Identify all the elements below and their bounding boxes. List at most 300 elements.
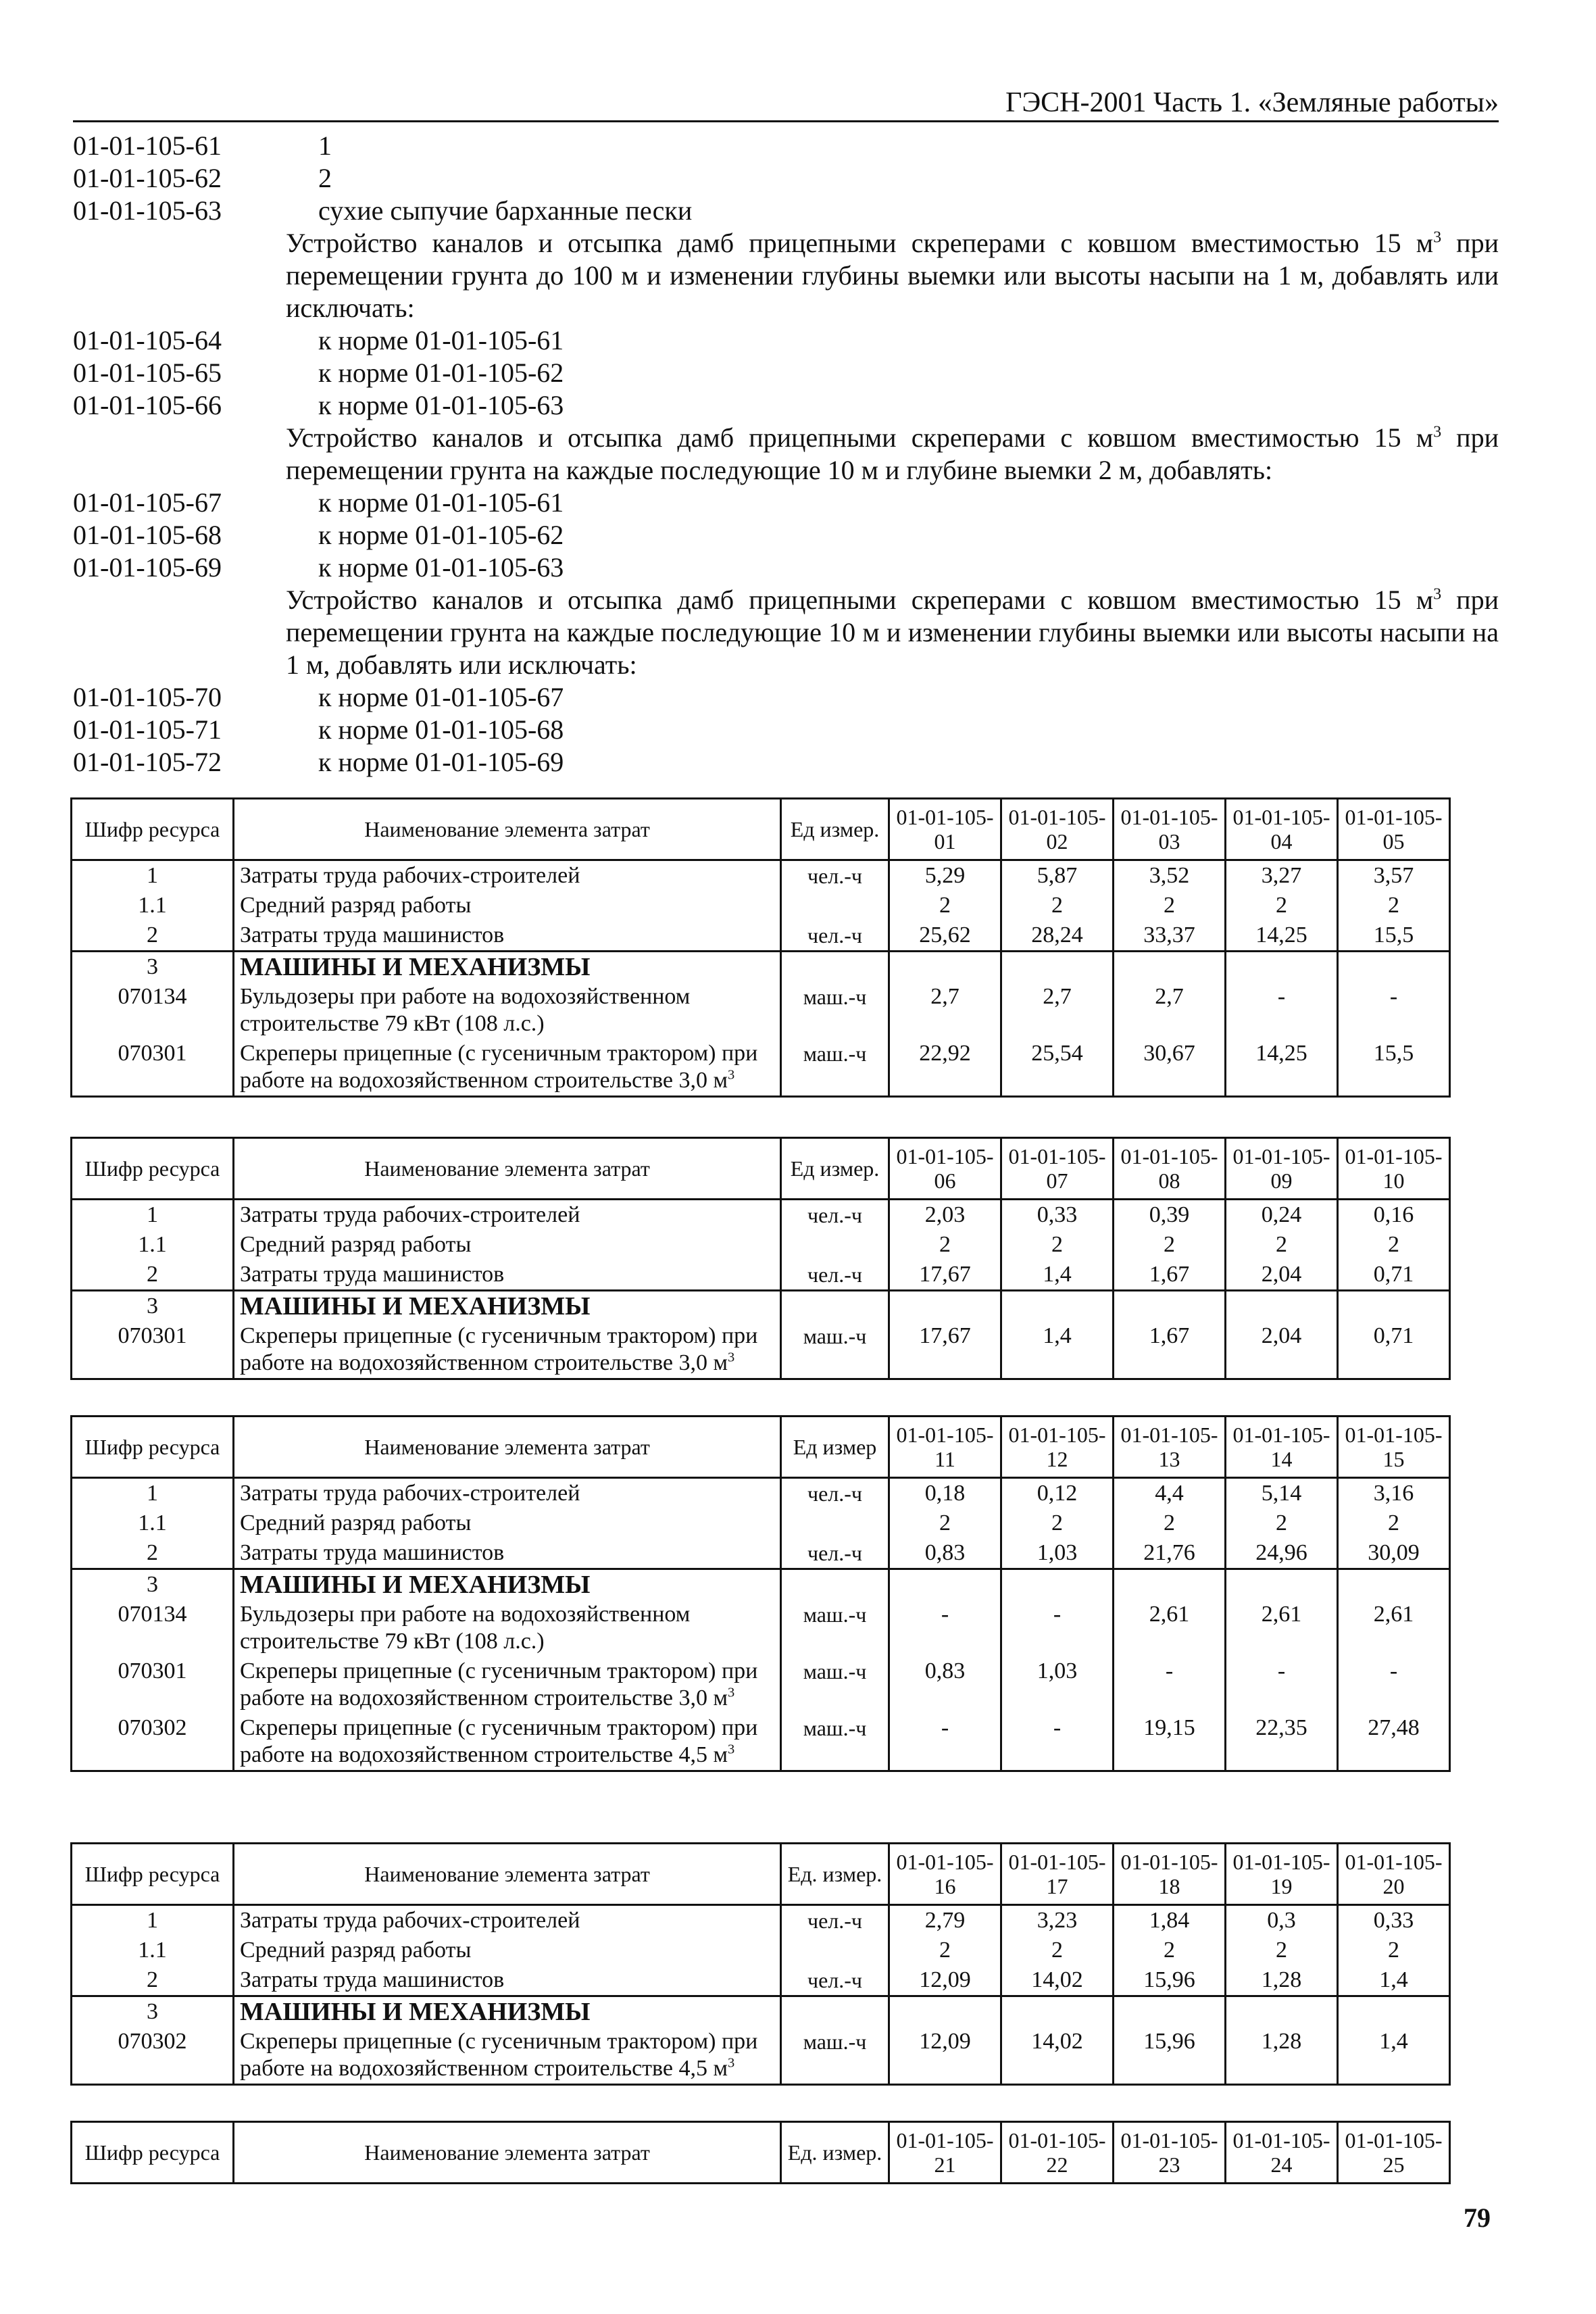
- unit: [781, 1508, 889, 1538]
- norm-column-header: 01-01-105-23: [1114, 2122, 1226, 2184]
- norm-text: к норме 01-01-105-63: [318, 390, 564, 420]
- norm-value: -: [1338, 982, 1450, 1039]
- norm-value: 15,5: [1338, 920, 1450, 952]
- norm-text: сухие сыпучие барханные пески: [318, 195, 693, 226]
- norm-value: [1114, 1996, 1226, 2027]
- table-row: [72, 1230, 1450, 1260]
- norm-value: 1,67: [1114, 1260, 1226, 1291]
- cost-element-name: Затраты труда рабочих-строителей: [234, 860, 781, 891]
- table-row: [72, 1996, 1450, 2027]
- norm-code: 01-01-105-63: [73, 195, 222, 226]
- table-row: [72, 1936, 1450, 1965]
- cost-element-name: Затраты труда рабочих-строителей: [234, 1200, 781, 1231]
- norm-value: 0,83: [889, 1538, 1001, 1569]
- norm-column-header: 01-01-105-16: [889, 1844, 1001, 1905]
- norm-text: к норме 01-01-105-67: [318, 682, 564, 712]
- table-row: [72, 1478, 1450, 1509]
- unit: чел.-ч: [781, 920, 889, 952]
- norm-row: [73, 130, 1499, 162]
- table-row: [72, 860, 1450, 891]
- norm-text: 2: [318, 163, 332, 193]
- resource-code: 1: [72, 1478, 234, 1509]
- resource-code: 070134: [72, 982, 234, 1039]
- norm-row: [73, 551, 1499, 584]
- norm-value: [1226, 1569, 1338, 1600]
- table-row: [72, 1905, 1450, 1936]
- resource-code: 070134: [72, 1600, 234, 1656]
- resource-code: 070302: [72, 2027, 234, 2085]
- resource-code: 1.1: [72, 1936, 234, 1965]
- unit: чел.-ч: [781, 1260, 889, 1291]
- norm-code: 01-01-105-70: [73, 682, 222, 712]
- unit: маш.-ч: [781, 1713, 889, 1771]
- norm-value: 2: [1001, 1936, 1114, 1965]
- norm-value: 3,57: [1338, 860, 1450, 891]
- resource-code: 1: [72, 1905, 234, 1936]
- norm-value: 0,3: [1226, 1905, 1338, 1936]
- table-row: [72, 952, 1450, 983]
- table-row: [72, 982, 1450, 1039]
- norm-value: 2,7: [889, 982, 1001, 1039]
- norm-row: [73, 195, 1499, 227]
- norm-column-header: 01-01-105-19: [1226, 1844, 1338, 1905]
- norm-value: 0,24: [1226, 1200, 1338, 1231]
- table-header-row: [72, 1844, 1450, 1905]
- table-row: [72, 1713, 1450, 1771]
- norm-value: 19,15: [1114, 1713, 1226, 1771]
- norm-row: [73, 681, 1499, 714]
- norm-code: 01-01-105-69: [73, 552, 222, 583]
- norm-value: 0,12: [1001, 1478, 1114, 1509]
- norm-text: к норме 01-01-105-61: [318, 487, 564, 518]
- norm-value: -: [1226, 982, 1338, 1039]
- norm-value: 3,27: [1226, 860, 1338, 891]
- norm-column-header: 01-01-105-13: [1114, 1417, 1226, 1478]
- norm-code: 01-01-105-64: [73, 325, 222, 355]
- norm-value: [1338, 1291, 1450, 1322]
- unit: [781, 1230, 889, 1260]
- norm-column-header: 01-01-105-02: [1001, 799, 1114, 860]
- table-row: [72, 1600, 1450, 1656]
- norm-value: 14,25: [1226, 920, 1338, 952]
- norm-value: 1,03: [1001, 1538, 1114, 1569]
- norm-value: 0,33: [1338, 1905, 1450, 1936]
- column-header: Наименование элемента затрат: [234, 799, 781, 860]
- norm-value: 2: [1226, 891, 1338, 920]
- norm-value: 2,61: [1338, 1600, 1450, 1656]
- norm-value: 17,67: [889, 1321, 1001, 1379]
- norm-value: [889, 1569, 1001, 1600]
- norm-value: 14,02: [1001, 2027, 1114, 2085]
- norm-value: 2: [1226, 1936, 1338, 1965]
- unit: чел.-ч: [781, 1905, 889, 1936]
- unit: маш.-ч: [781, 982, 889, 1039]
- norm-code: 01-01-105-62: [73, 163, 222, 193]
- norm-value: [1226, 1996, 1338, 2027]
- norm-column-header: 01-01-105-25: [1338, 2122, 1450, 2184]
- norm-column-header: 01-01-105-18: [1114, 1844, 1226, 1905]
- table-row: [72, 1656, 1450, 1713]
- column-header: Шифр ресурса: [72, 1138, 234, 1200]
- norm-value: 25,54: [1001, 1039, 1114, 1097]
- norm-row: [73, 714, 1499, 746]
- norm-row: [73, 487, 1499, 519]
- norm-text: 1: [318, 130, 332, 161]
- norm-value: [889, 1291, 1001, 1322]
- norm-value: 15,96: [1114, 1965, 1226, 1996]
- cost-element-name: Средний разряд работы: [234, 1936, 781, 1965]
- cost-element-name: Скреперы прицепные (с гусеничным трактором) при работе на водохозяйственном строительстве 3,0 $м^3$: [234, 1656, 781, 1713]
- norm-column-header: 01-01-105-01: [889, 799, 1001, 860]
- cost-element-name: Скреперы прицепные (с гусеничным трактором) при работе на водохозяйственном строительстве 3,0 $м^3$: [234, 1321, 781, 1379]
- cost-element-name: Средний разряд работы: [234, 1508, 781, 1538]
- norm-value: 1,84: [1114, 1905, 1226, 1936]
- norm-value: 33,37: [1114, 920, 1226, 952]
- norm-text: к норме 01-01-105-68: [318, 714, 564, 745]
- norm-value: 2: [1226, 1230, 1338, 1260]
- norm-column-header: 01-01-105-10: [1338, 1138, 1450, 1200]
- unit: [781, 1569, 889, 1600]
- norm-column-header: 01-01-105-09: [1226, 1138, 1338, 1200]
- norm-value: [889, 952, 1001, 983]
- norm-value: -: [889, 1713, 1001, 1771]
- unit: маш.-ч: [781, 1656, 889, 1713]
- cost-element-name: МАШИНЫ И МЕХАНИЗМЫ: [234, 1996, 781, 2027]
- norm-text: к норме 01-01-105-63: [318, 552, 564, 583]
- norm-value: [889, 1996, 1001, 2027]
- resource-code: 2: [72, 1538, 234, 1569]
- column-header: Шифр ресурса: [72, 1844, 234, 1905]
- norm-value: 3,23: [1001, 1905, 1114, 1936]
- norm-code: 01-01-105-68: [73, 520, 222, 550]
- norm-value: [1001, 1569, 1114, 1600]
- norm-value: 2: [889, 891, 1001, 920]
- column-header: Ед. измер.: [781, 1844, 889, 1905]
- norm-value: [1338, 1569, 1450, 1600]
- table-row: [72, 1200, 1450, 1231]
- resource-code: 3: [72, 1569, 234, 1600]
- norm-value: 1,4: [1338, 2027, 1450, 2085]
- norm-group-description: Устройство каналов и отсыпка дамб прицепными скреперами с ковшом вместимостью 15 $м^3$ при перемещении грунта до 100 м и изменении глубины выемки или высоты насыпи на 1 м, добавлять или исключать:: [286, 228, 1499, 323]
- resource-table: [70, 1415, 1451, 1772]
- norm-value: 0,83: [889, 1656, 1001, 1713]
- norm-column-header: 01-01-105-11: [889, 1417, 1001, 1478]
- norm-value: 2,7: [1114, 982, 1226, 1039]
- norm-value: 30,67: [1114, 1039, 1226, 1097]
- norm-column-header: 01-01-105-14: [1226, 1417, 1338, 1478]
- running-header: [73, 87, 1499, 122]
- norm-value: [1001, 952, 1114, 983]
- column-header: Наименование элемента затрат: [234, 1844, 781, 1905]
- resource-code: 2: [72, 920, 234, 952]
- table-row: [72, 2027, 1450, 2085]
- resource-code: 1.1: [72, 1230, 234, 1260]
- cost-element-name: Затраты труда машинистов: [234, 1260, 781, 1291]
- norm-value: 22,92: [889, 1039, 1001, 1097]
- norm-value: 5,29: [889, 860, 1001, 891]
- unit: чел.-ч: [781, 1478, 889, 1509]
- unit: чел.-ч: [781, 1200, 889, 1231]
- norm-value: 1,28: [1226, 2027, 1338, 2085]
- norm-value: 3,52: [1114, 860, 1226, 891]
- norm-value: 2: [1338, 1936, 1450, 1965]
- norm-group-description: Устройство каналов и отсыпка дамб прицепными скреперами с ковшом вместимостью 15 $м^3$ при перемещении грунта на каждые последующие 10 м и изменении глубины выемки или высоты насыпи на 1 м, добавлять или исключать:: [286, 585, 1499, 680]
- norm-value: 2: [1001, 1230, 1114, 1260]
- norm-row: [73, 324, 1499, 357]
- norm-value: 2,03: [889, 1200, 1001, 1231]
- norm-list: [73, 130, 1499, 779]
- cost-element-name: Затраты труда машинистов: [234, 920, 781, 952]
- unit: маш.-ч: [781, 1321, 889, 1379]
- norm-value: 2: [1338, 891, 1450, 920]
- norm-column-header: 01-01-105-05: [1338, 799, 1450, 860]
- norm-value: [1338, 952, 1450, 983]
- resource-code: 1: [72, 860, 234, 891]
- norm-value: 1,28: [1226, 1965, 1338, 1996]
- norm-value: 2: [889, 1230, 1001, 1260]
- norm-value: 27,48: [1338, 1713, 1450, 1771]
- norm-column-header: 01-01-105-12: [1001, 1417, 1114, 1478]
- norm-value: 1,4: [1001, 1260, 1114, 1291]
- norm-value: 2: [1226, 1508, 1338, 1538]
- norm-value: 4,4: [1114, 1478, 1226, 1509]
- norm-value: 0,16: [1338, 1200, 1450, 1231]
- column-header: Шифр ресурса: [72, 799, 234, 860]
- norm-text: к норме 01-01-105-62: [318, 358, 564, 388]
- norm-value: 15,96: [1114, 2027, 1226, 2085]
- table-header-row: [72, 1417, 1450, 1478]
- cost-element-name: Средний разряд работы: [234, 1230, 781, 1260]
- norm-code: 01-01-105-72: [73, 747, 222, 777]
- norm-value: 1,03: [1001, 1656, 1114, 1713]
- unit: маш.-ч: [781, 1039, 889, 1097]
- table-row: [72, 1291, 1450, 1322]
- norm-column-header: 01-01-105-08: [1114, 1138, 1226, 1200]
- norm-text: к норме 01-01-105-61: [318, 325, 564, 355]
- cost-element-name: Затраты труда машинистов: [234, 1538, 781, 1569]
- norm-value: [1338, 1996, 1450, 2027]
- norm-value: 12,09: [889, 1965, 1001, 1996]
- unit: маш.-ч: [781, 1600, 889, 1656]
- resource-code: 3: [72, 1291, 234, 1322]
- norm-row: [73, 357, 1499, 389]
- cost-element-name: Скреперы прицепные (с гусеничным трактором) при работе на водохозяйственном строительстве 4,5 $м^3$: [234, 1713, 781, 1771]
- norm-value: 2,04: [1226, 1321, 1338, 1379]
- page-number: 79: [1464, 2202, 1491, 2233]
- norm-value: 5,87: [1001, 860, 1114, 891]
- norm-value: 5,14: [1226, 1478, 1338, 1509]
- cost-element-name: Скреперы прицепные (с гусеничным трактором) при работе на водохозяйственном строительстве 3,0 $м^3$: [234, 1039, 781, 1097]
- norm-value: [1114, 1569, 1226, 1600]
- cost-element-name: Затраты труда рабочих-строителей: [234, 1478, 781, 1509]
- norm-value: 1,4: [1001, 1321, 1114, 1379]
- resource-table: [70, 2121, 1451, 2184]
- norm-value: 2,79: [889, 1905, 1001, 1936]
- resource-code: 070301: [72, 1321, 234, 1379]
- norm-row: [73, 519, 1499, 551]
- unit: [781, 1291, 889, 1322]
- norm-value: [1226, 952, 1338, 983]
- resource-code: 3: [72, 952, 234, 983]
- resource-table: [70, 1842, 1451, 2086]
- resource-code: 070301: [72, 1039, 234, 1097]
- norm-column-header: 01-01-105-17: [1001, 1844, 1114, 1905]
- table-row: [72, 1965, 1450, 1996]
- resource-code: 2: [72, 1965, 234, 1996]
- norm-value: 2,04: [1226, 1260, 1338, 1291]
- norm-value: 0,71: [1338, 1321, 1450, 1379]
- norm-value: 2: [1114, 891, 1226, 920]
- norm-value: 1,4: [1338, 1965, 1450, 1996]
- cost-element-name: Скреперы прицепные (с гусеничным трактором) при работе на водохозяйственном строительстве 4,5 $м^3$: [234, 2027, 781, 2085]
- norm-value: 2: [1001, 1508, 1114, 1538]
- norm-column-header: 01-01-105-21: [889, 2122, 1001, 2184]
- unit: [781, 1996, 889, 2027]
- table-header-row: [72, 1138, 1450, 1200]
- norm-value: 3,16: [1338, 1478, 1450, 1509]
- column-header: Наименование элемента затрат: [234, 1417, 781, 1478]
- table-row: [72, 1569, 1450, 1600]
- table-row: [72, 1260, 1450, 1291]
- norm-value: -: [1114, 1656, 1226, 1713]
- table-row: [72, 1538, 1450, 1569]
- column-header: Шифр ресурса: [72, 1417, 234, 1478]
- cost-element-name: МАШИНЫ И МЕХАНИЗМЫ: [234, 1291, 781, 1322]
- cost-element-name: Затраты труда машинистов: [234, 1965, 781, 1996]
- norm-value: -: [1338, 1656, 1450, 1713]
- norm-value: [1226, 1291, 1338, 1322]
- table-row: [72, 1039, 1450, 1097]
- column-header: Ед измер.: [781, 1138, 889, 1200]
- norm-value: 24,96: [1226, 1538, 1338, 1569]
- norm-column-header: 01-01-105-06: [889, 1138, 1001, 1200]
- norm-value: -: [889, 1600, 1001, 1656]
- norm-row: [73, 746, 1499, 779]
- norm-value: 2: [889, 1936, 1001, 1965]
- unit: маш.-ч: [781, 2027, 889, 2085]
- norm-value: 15,5: [1338, 1039, 1450, 1097]
- norm-code: 01-01-105-71: [73, 714, 222, 745]
- column-header: Шифр ресурса: [72, 2122, 234, 2184]
- table-row: [72, 891, 1450, 920]
- resource-table: [70, 797, 1451, 1098]
- norm-value: 22,35: [1226, 1713, 1338, 1771]
- cost-element-name: МАШИНЫ И МЕХАНИЗМЫ: [234, 952, 781, 983]
- norm-value: 2: [1114, 1936, 1226, 1965]
- resource-code: 2: [72, 1260, 234, 1291]
- cost-element-name: Бульдозеры при работе на водохозяйственном строительстве 79 кВт (108 л.с.): [234, 982, 781, 1039]
- norm-value: 2: [1338, 1508, 1450, 1538]
- unit: чел.-ч: [781, 860, 889, 891]
- norm-column-header: 01-01-105-04: [1226, 799, 1338, 860]
- norm-column-header: 01-01-105-20: [1338, 1844, 1450, 1905]
- norm-row: [73, 389, 1499, 422]
- unit: чел.-ч: [781, 1538, 889, 1569]
- norm-value: 30,09: [1338, 1538, 1450, 1569]
- norm-row: [73, 162, 1499, 195]
- table-header-row: [72, 2122, 1450, 2184]
- norm-column-header: 01-01-105-03: [1114, 799, 1226, 860]
- norm-value: 0,71: [1338, 1260, 1450, 1291]
- norm-column-header: 01-01-105-22: [1001, 2122, 1114, 2184]
- norm-value: 12,09: [889, 2027, 1001, 2085]
- resource-code: 070301: [72, 1656, 234, 1713]
- cost-element-name: Средний разряд работы: [234, 891, 781, 920]
- norm-code: 01-01-105-66: [73, 390, 222, 420]
- table-row: [72, 1321, 1450, 1379]
- norm-value: 2,61: [1226, 1600, 1338, 1656]
- norm-value: [1001, 1291, 1114, 1322]
- column-header: Ед. измер.: [781, 2122, 889, 2184]
- norm-value: 2: [1114, 1508, 1226, 1538]
- norm-value: -: [1001, 1600, 1114, 1656]
- resource-table: [70, 1137, 1451, 1380]
- norm-value: 2,7: [1001, 982, 1114, 1039]
- norm-value: 2: [889, 1508, 1001, 1538]
- norm-value: 14,02: [1001, 1965, 1114, 1996]
- norm-value: 1,67: [1114, 1321, 1226, 1379]
- norm-value: 17,67: [889, 1260, 1001, 1291]
- resource-code: 1.1: [72, 891, 234, 920]
- column-header: Наименование элемента затрат: [234, 2122, 781, 2184]
- norm-code: 01-01-105-61: [73, 130, 222, 161]
- norm-value: 0,33: [1001, 1200, 1114, 1231]
- cost-element-name: МАШИНЫ И МЕХАНИЗМЫ: [234, 1569, 781, 1600]
- unit: [781, 891, 889, 920]
- norm-value: -: [1226, 1656, 1338, 1713]
- norm-group-description: Устройство каналов и отсыпка дамб прицепными скреперами с ковшом вместимостью 15 $м^3$ при перемещении грунта на каждые последующие 10 м и глубине выемки 2 м, добавлять:: [286, 422, 1499, 485]
- norm-code: 01-01-105-67: [73, 487, 222, 518]
- resource-code: 3: [72, 1996, 234, 2027]
- norm-value: [1114, 952, 1226, 983]
- table-row: [72, 920, 1450, 952]
- norm-code: 01-01-105-65: [73, 358, 222, 388]
- resource-code: 1: [72, 1200, 234, 1231]
- norm-value: 2,61: [1114, 1600, 1226, 1656]
- resource-code: 1.1: [72, 1508, 234, 1538]
- norm-text: к норме 01-01-105-69: [318, 747, 564, 777]
- norm-value: 0,18: [889, 1478, 1001, 1509]
- norm-column-header: 01-01-105-15: [1338, 1417, 1450, 1478]
- norm-column-header: 01-01-105-24: [1226, 2122, 1338, 2184]
- norm-value: [1114, 1291, 1226, 1322]
- unit: [781, 1936, 889, 1965]
- resource-code: 070302: [72, 1713, 234, 1771]
- norm-value: 2: [1001, 891, 1114, 920]
- norm-value: 0,39: [1114, 1200, 1226, 1231]
- running-header-title: ГЭСН-2001 Часть 1. «Земляные работы»: [1005, 87, 1499, 118]
- norm-column-header: 01-01-105-07: [1001, 1138, 1114, 1200]
- norm-text: к норме 01-01-105-62: [318, 520, 564, 550]
- norm-value: 2: [1338, 1230, 1450, 1260]
- cost-element-name: Затраты труда рабочих-строителей: [234, 1905, 781, 1936]
- norm-value: -: [1001, 1713, 1114, 1771]
- column-header: Ед измер.: [781, 799, 889, 860]
- unit: чел.-ч: [781, 1965, 889, 1996]
- norm-value: 2: [1114, 1230, 1226, 1260]
- norm-value: 25,62: [889, 920, 1001, 952]
- unit: [781, 952, 889, 983]
- column-header: Ед измер: [781, 1417, 889, 1478]
- column-header: Наименование элемента затрат: [234, 1138, 781, 1200]
- norm-value: 14,25: [1226, 1039, 1338, 1097]
- cost-element-name: Бульдозеры при работе на водохозяйственном строительстве 79 кВт (108 л.с.): [234, 1600, 781, 1656]
- norm-value: [1001, 1996, 1114, 2027]
- norm-value: 28,24: [1001, 920, 1114, 952]
- table-header-row: [72, 799, 1450, 860]
- norm-value: 21,76: [1114, 1538, 1226, 1569]
- table-row: [72, 1508, 1450, 1538]
